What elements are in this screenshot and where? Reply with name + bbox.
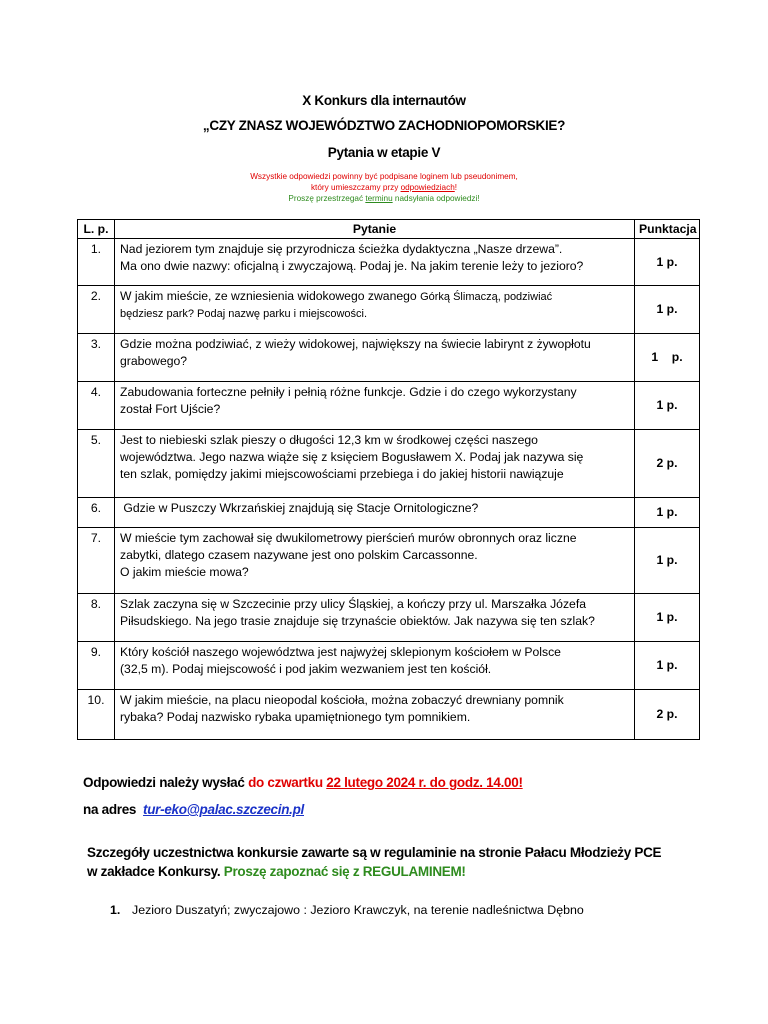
row-number: 8. [78,594,115,642]
table-row [78,498,700,528]
row-number: 3. [78,334,115,382]
details-line-1: Szczegóły uczestnictwa konkursie zawarte są w regulaminie na stronie Pałacu Młodzieży PCE [87,845,662,860]
instruction-login-2: który umieszczamy przy odpowiedziach! [310,183,458,192]
header-points: Punktacja [635,220,700,239]
instruction-login: Wszystkie odpowiedzi powinny być podpisane loginem lub pseudonimem, [250,172,518,181]
points: 1 p. [635,642,700,690]
question-text: Zabudowania forteczne pełniły i pełnią różne funkcje. Gdzie i do czego wykorzystany został Fort Ujście? [115,382,635,430]
answer-item [110,903,584,917]
row-number: 5. [78,430,115,498]
table-row [78,430,700,498]
table-row [78,690,700,740]
email-link[interactable]: tur-eko@palac.szczecin.pl [143,802,304,817]
question-text: Gdzie można podziwiać, z wieży widokowej, największy na świecie labirynt z żywopłotu grabowego? [115,334,635,382]
row-number: 6. [78,498,115,528]
question-text: Szlak zaczyna się w Szczecinie przy ulicy Śląskiej, a kończy przy ul. Marszałka Józefa Piłsudskiego. Na jego trasie znajduje się trzynaście obiektów. Jak nazywa się ten szlak? [115,594,635,642]
questions-table [77,219,700,740]
row-number: 4. [78,382,115,430]
table-row [78,334,700,382]
header-question: Pytanie [115,220,635,239]
table-row [78,239,700,286]
question-text: Gdzie w Puszczy Wkrzańskiej znajdują się Stacje Ornitologiczne? [115,498,635,528]
question-text: Który kościół naszego województwa jest najwyżej sklepionym kościołem w Polsce (32,5 m). Podaj miejscowość i pod jakim wezwaniem jest ten kościół. [115,642,635,690]
stage-title: Pytania w etapie V [327,145,441,160]
points: 1 p. [635,498,700,528]
contest-subtitle: „CZY ZNASZ WOJEWÓDZTWO ZACHODNIOPOMORSKIE? [202,118,566,133]
points: 1 p. [635,286,700,334]
table-header-row [78,220,700,239]
instructions [0,171,768,204]
points: 2 p. [635,690,700,740]
answer-number: 1. [110,903,121,917]
row-number: 1. [78,239,115,286]
row-number: 9. [78,642,115,690]
table-row [78,642,700,690]
question-text: W jakim mieście, ze wzniesienia widokowego zwanego Górką Ślimaczą, podziwiać będziesz park? Podaj nazwę parku i miejscowości. [115,286,635,334]
deadline-line: Odpowiedzi należy wysłać do czwartku 22 lutego 2024 r. do godz. 14.00! [83,775,523,790]
points: 1 p. [635,334,700,382]
points: 1 p. [635,239,700,286]
question-text: Jest to niebieski szlak pieszy o długości 12,3 km w środkowej części naszego województwa. Jego nazwa wiąże się z księciem Bogusławem X. Podaj jak nazywa się ten szlak, pomiędzy jakimi miejscowościami przebiega i do jakiej historii nawiązuje [115,430,635,498]
answer-text: Jezioro Duszatyń; zwyczajowo : Jezioro Krawczyk, na terenie nadleśnictwa Dębno [132,903,584,917]
table-row [78,594,700,642]
points: 2 p. [635,430,700,498]
row-number: 7. [78,528,115,594]
points: 1 p. [635,528,700,594]
contest-title: X Konkurs dla internautów [302,93,466,108]
instruction-deadline: Proszę przestrzegać terminu nadsyłania odpowiedzi! [288,194,480,203]
header-lp: L. p. [78,220,115,239]
address-line: na adres tur-eko@palac.szczecin.pl [83,802,304,817]
row-number: 2. [78,286,115,334]
table-row [78,528,700,594]
points: 1 p. [635,382,700,430]
question-text: Nad jeziorem tym znajduje się przyrodnicza ścieżka dydaktyczna „Nasze drzewa”. Ma ono dwie nazwy: oficjalną i zwyczajową. Podaj je. Na jakim terenie leży to jezioro? [115,239,635,286]
question-text: W jakim mieście, na placu nieopodal kościoła, można zobaczyć drewniany pomnik rybaka? Podaj nazwisko rybaka upamiętnionego tym pomnikiem. [115,690,635,740]
question-text: W mieście tym zachował się dwukilometrowy pierścień murów obronnych oraz liczne zabytki, dlatego czasem nazywane jest ono polskim Carcassonne. O jakim mieście mowa? [115,528,635,594]
table-row [78,286,700,334]
points: 1 p. [635,594,700,642]
row-number: 10. [78,690,115,740]
table-row [78,382,700,430]
details-line-2: w zakładce Konkursy. Proszę zapoznać się z REGULAMINEM! [87,864,466,879]
